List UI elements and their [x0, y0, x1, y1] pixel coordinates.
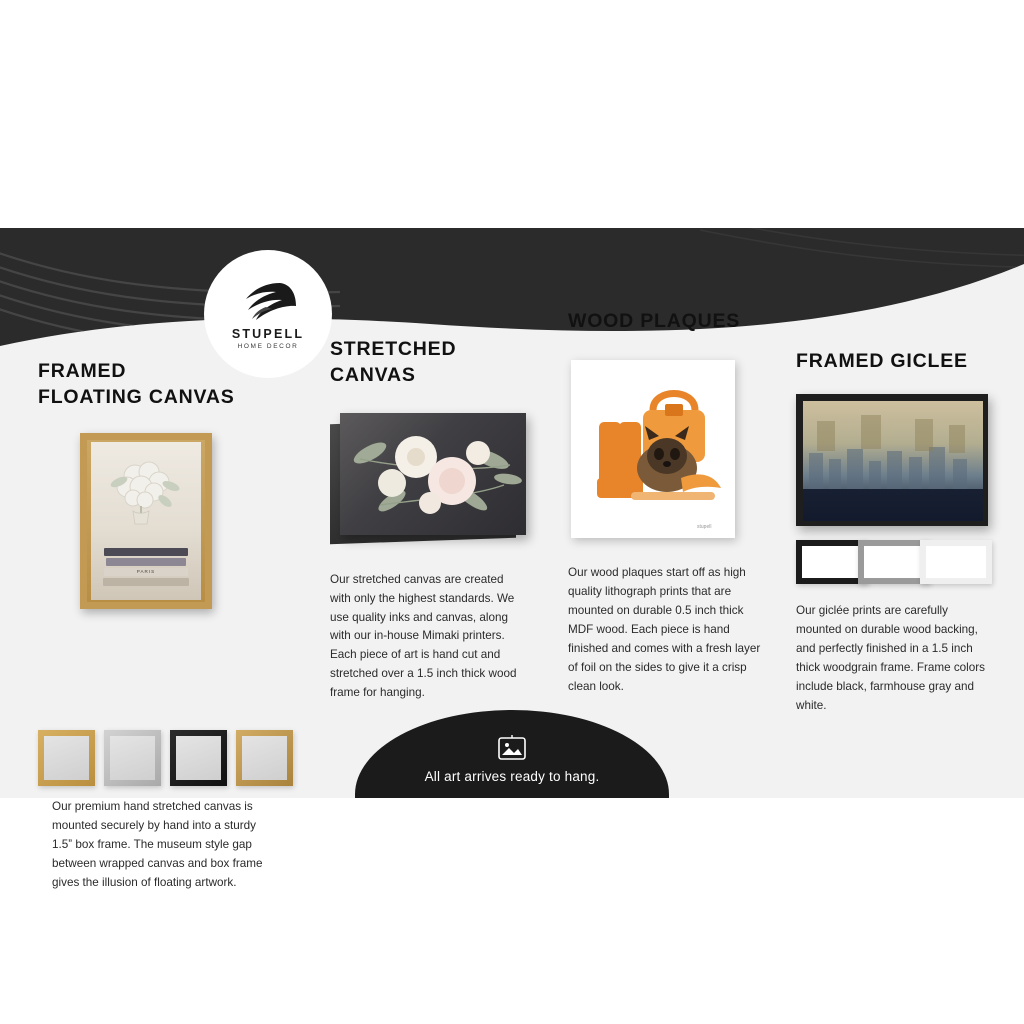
stretched-canvas-artwork — [330, 413, 530, 543]
framed-giclee-artwork — [796, 394, 988, 526]
section-title-framed-giclee: FRAMED GICLEE — [796, 350, 968, 372]
section-stretched-canvas — [330, 336, 540, 703]
giclee-frame-options — [796, 540, 996, 586]
frame-color-swatches — [38, 730, 293, 786]
black-frame-swatch[interactable] — [170, 730, 227, 786]
brand-logo — [204, 250, 332, 378]
floral-illustration — [340, 413, 526, 535]
svg-text:stupell: stupell — [697, 524, 712, 531]
book-label: PARIS — [136, 568, 156, 574]
description-framed-giclee: Our giclée prints are carefully mounted on durable wood backing, and perfectly finished in a 1.5 inch thick woodgrain frame. Frame colors include black, farmhouse gray and white. — [796, 604, 986, 713]
abstract-landscape-illustration — [803, 401, 983, 521]
stupell-swirl-logo-icon — [236, 279, 300, 325]
canvas-surface — [91, 442, 201, 600]
wood-frame-swatch[interactable] — [236, 730, 293, 786]
framed-picture-icon — [495, 735, 529, 763]
white-frame-sample[interactable] — [920, 540, 992, 584]
dog-with-handbag-illustration — [571, 360, 735, 538]
framed-floating-canvas-artwork — [80, 433, 212, 609]
section-framed-giclee — [796, 348, 996, 716]
title-line-1: STRETCHED — [330, 338, 457, 360]
infographic-panel — [0, 228, 1024, 889]
title-line-2: CANVAS — [330, 364, 416, 387]
silver-frame-swatch[interactable] — [104, 730, 161, 786]
description-wood-plaques: Our wood plaques start off as high quality lithograph prints that are mounted on durable 0.5 inch thick MDF wood. Each piece is hand finished and comes with a fresh layer of foil on the sides to give it a crisp clean look. — [568, 566, 761, 694]
brand-name: STUPELL — [231, 326, 305, 341]
hydrangea-bouquet-illustration — [107, 456, 185, 530]
ready-to-hang-banner — [355, 710, 669, 798]
canvas-front-face — [340, 413, 526, 535]
title-line-2: FLOATING CANVAS — [38, 386, 235, 409]
description-stretched-canvas: Our stretched canvas are created with only the highest standards. We use quality inks and canvas, along with our in-house Mimaki printers. Each piece of art is hand cut and stretched over a 1.5 inch thick wood frame for hanging. — [330, 572, 517, 700]
brand-tagline: HOME DECOR — [237, 342, 299, 350]
banner-text: All art arrives ready to hang. — [424, 769, 600, 784]
title-line-1: FRAMED — [38, 360, 127, 382]
description-framed-floating-canvas: Our premium hand stretched canvas is mounted securely by hand into a sturdy 1.5ˮ box frame. The museum style gap between wrapped canvas and box frame gives the illusion of floating artwork. — [52, 800, 263, 889]
section-wood-plaques — [568, 308, 764, 697]
section-title-stretched-canvas — [330, 336, 540, 389]
gold-frame-swatch[interactable] — [38, 730, 95, 786]
stacked-books-illustration — [104, 546, 188, 586]
section-title-wood-plaques: WOOD PLAQUES — [568, 310, 741, 332]
wood-plaque-artwork — [571, 360, 735, 538]
section-framed-floating-canvas — [38, 358, 288, 889]
